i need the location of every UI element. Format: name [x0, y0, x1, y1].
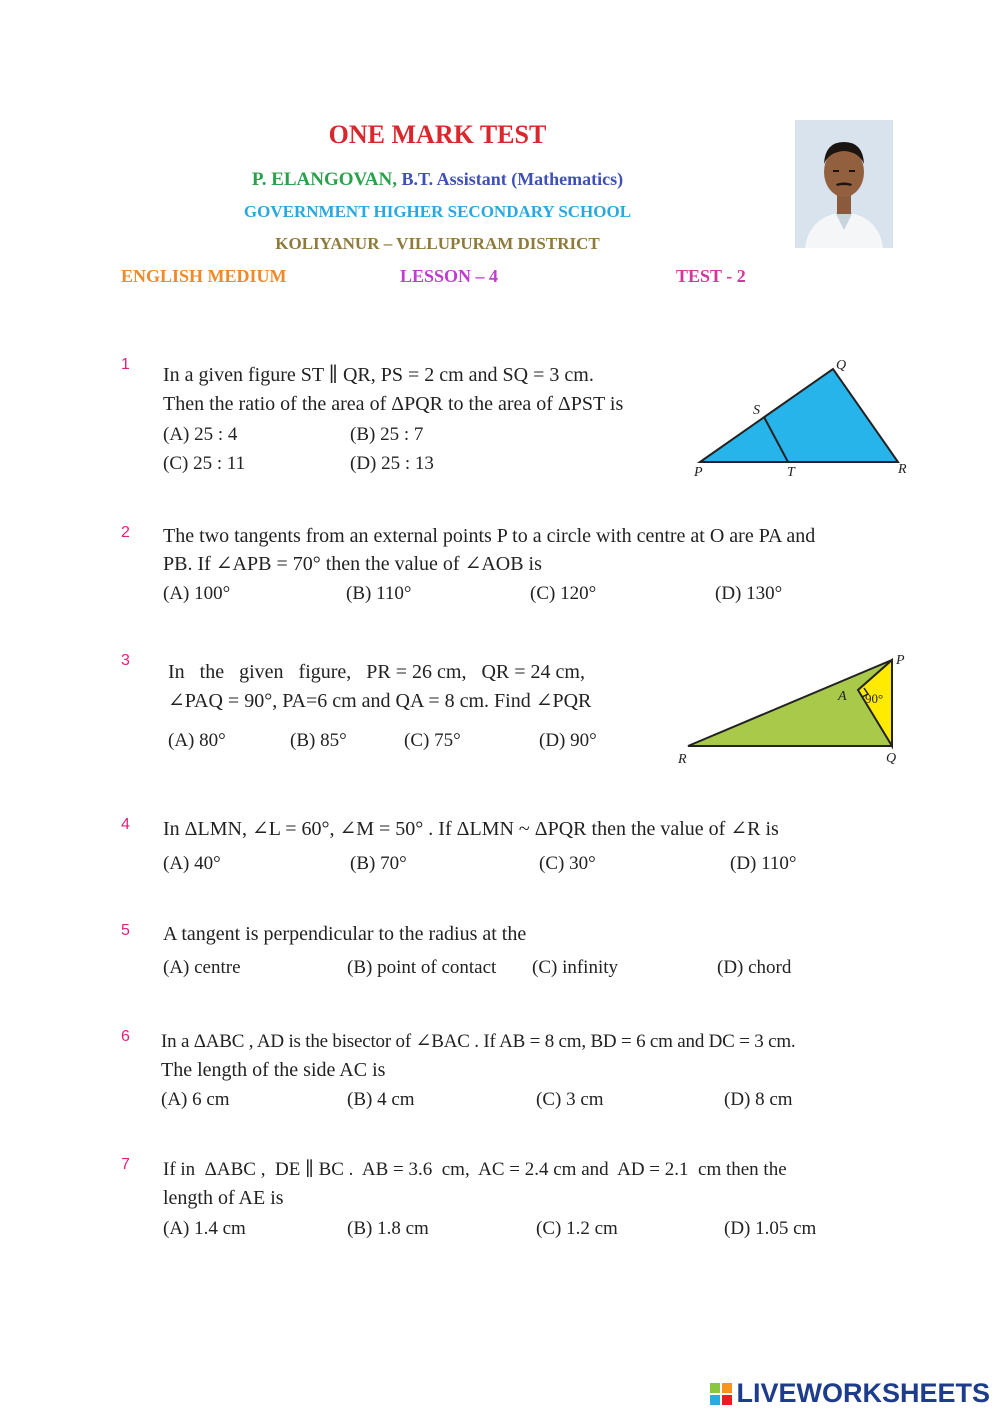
question-number: 5: [121, 922, 130, 939]
page-title: ONE MARK TEST: [328, 120, 547, 149]
question-5-option-a[interactable]: (A) centre: [163, 957, 241, 978]
question-1-line-2: Then the ratio of the area of ΔPQR to the area of ΔPST is: [163, 393, 624, 415]
medium-label: ENGLISH MEDIUM: [121, 266, 287, 286]
question-2-option-a[interactable]: (A) 100°: [163, 583, 231, 604]
question-number: 7: [121, 1156, 130, 1173]
question-1-line-1: In a given figure ST ∥ QR, PS = 2 cm and SQ = 3 cm.: [163, 364, 594, 386]
question-4-option-b[interactable]: (B) 70°: [350, 853, 407, 874]
label-90: 90°: [865, 691, 884, 706]
label-p: P: [896, 653, 905, 668]
question-5-option-c[interactable]: (C) infinity: [532, 957, 619, 978]
question-6-option-c[interactable]: (C) 3 cm: [536, 1089, 604, 1110]
label-r: R: [898, 462, 907, 477]
question-3-line-1: In the given figure, PR = 26 cm, QR = 24 cm,: [168, 661, 585, 683]
district-name: KOLIYANUR – VILLUPURAM DISTRICT: [275, 234, 600, 253]
question-4-option-d[interactable]: (D) 110°: [730, 853, 797, 874]
question-1-option-b[interactable]: (B) 25 : 7: [350, 424, 424, 445]
test-label: TEST - 2: [676, 266, 746, 286]
question-1-option-c[interactable]: (C) 25 : 11: [163, 453, 246, 474]
liveworksheets-logo-icon: [710, 1383, 732, 1405]
label-s: S: [753, 403, 760, 418]
label-t: T: [787, 465, 795, 480]
author-name: P. ELANGOVAN,: [251, 169, 397, 190]
question-2-line-1: The two tangents from an external points P to a circle with centre at O are PA and: [163, 525, 816, 547]
question-7-option-b[interactable]: (B) 1.8 cm: [347, 1218, 429, 1239]
question-3-option-d[interactable]: (D) 90°: [539, 730, 597, 751]
label-q: Q: [836, 358, 847, 373]
question-7-option-c[interactable]: (C) 1.2 cm: [536, 1218, 618, 1239]
question-2-option-d[interactable]: (D) 130°: [715, 583, 783, 604]
question-2-option-b[interactable]: (B) 110°: [346, 583, 412, 604]
question-4-line-1: In ΔLMN, ∠L = 60°, ∠M = 50° . If ΔLMN ~ ΔPQR then the value of ∠R is: [163, 818, 779, 840]
question-7-line-1: If in ΔABC , DE ∥ BC . AB = 3.6 cm, AC = 2.4 cm and AD = 2.1 cm then the: [163, 1159, 787, 1180]
author-line: [0, 169, 875, 191]
question-6-option-d[interactable]: (D) 8 cm: [724, 1089, 793, 1110]
question-6-line-2: The length of the side AC is: [161, 1059, 386, 1081]
question-7-option-d[interactable]: (D) 1.05 cm: [724, 1218, 817, 1239]
question-2-option-c[interactable]: (C) 120°: [530, 583, 597, 604]
label-q: Q: [886, 751, 897, 766]
question-3-option-b[interactable]: (B) 85°: [290, 730, 347, 751]
portrait-drawing: [795, 120, 893, 248]
question-4-option-c[interactable]: (C) 30°: [539, 853, 596, 874]
label-r: R: [678, 752, 687, 767]
label-a: A: [838, 689, 847, 704]
question-3-option-c[interactable]: (C) 75°: [404, 730, 461, 751]
school-name: GOVERNMENT HIGHER SECONDARY SCHOOL: [243, 202, 632, 221]
author-designation: B.T. Assistant (Mathematics): [397, 169, 624, 189]
question-7-line-2: length of AE is: [163, 1187, 284, 1209]
question-1-option-a[interactable]: (A) 25 : 4: [163, 424, 238, 445]
triangle-pqr-shape: [700, 369, 898, 462]
question-3-option-a[interactable]: (A) 80°: [168, 730, 226, 751]
lesson-label: LESSON – 4: [400, 266, 499, 286]
liveworksheets-logo: [710, 1378, 990, 1409]
question-number: 2: [121, 524, 130, 541]
question-5-line-1: A tangent is perpendicular to the radius at the: [163, 923, 527, 945]
question-5-option-d[interactable]: (D) chord: [717, 957, 792, 978]
question-6-line-1: In a ΔABC , AD is the bisector of ∠BAC . If AB = 8 cm, BD = 6 cm and DC = 3 cm.: [161, 1031, 796, 1052]
label-p: P: [694, 465, 703, 480]
figure-triangle-pqr: [688, 352, 918, 482]
question-number: 4: [121, 816, 130, 833]
question-6-option-a[interactable]: (A) 6 cm: [161, 1089, 230, 1110]
question-4-option-a[interactable]: (A) 40°: [163, 853, 221, 874]
question-number: 1: [121, 356, 130, 373]
question-5-option-b[interactable]: (B) point of contact: [347, 957, 497, 978]
question-7-option-a[interactable]: (A) 1.4 cm: [163, 1218, 246, 1239]
question-2-line-2: PB. If ∠APB = 70° then the value of ∠AOB is: [163, 553, 542, 575]
figure-triangle-pqr-right: [672, 648, 922, 773]
logo-text: LIVEWORKSHEETS: [736, 1378, 990, 1408]
triangle-rpq-shape: [688, 660, 892, 746]
teacher-portrait-image: [795, 120, 893, 248]
question-3-line-2: ∠PAQ = 90°, PA=6 cm and QA = 8 cm. Find ∠PQR: [168, 690, 592, 712]
question-number: 6: [121, 1028, 130, 1045]
question-6-option-b[interactable]: (B) 4 cm: [347, 1089, 415, 1110]
question-number: 3: [121, 652, 130, 669]
question-1-option-d[interactable]: (D) 25 : 13: [350, 453, 434, 474]
